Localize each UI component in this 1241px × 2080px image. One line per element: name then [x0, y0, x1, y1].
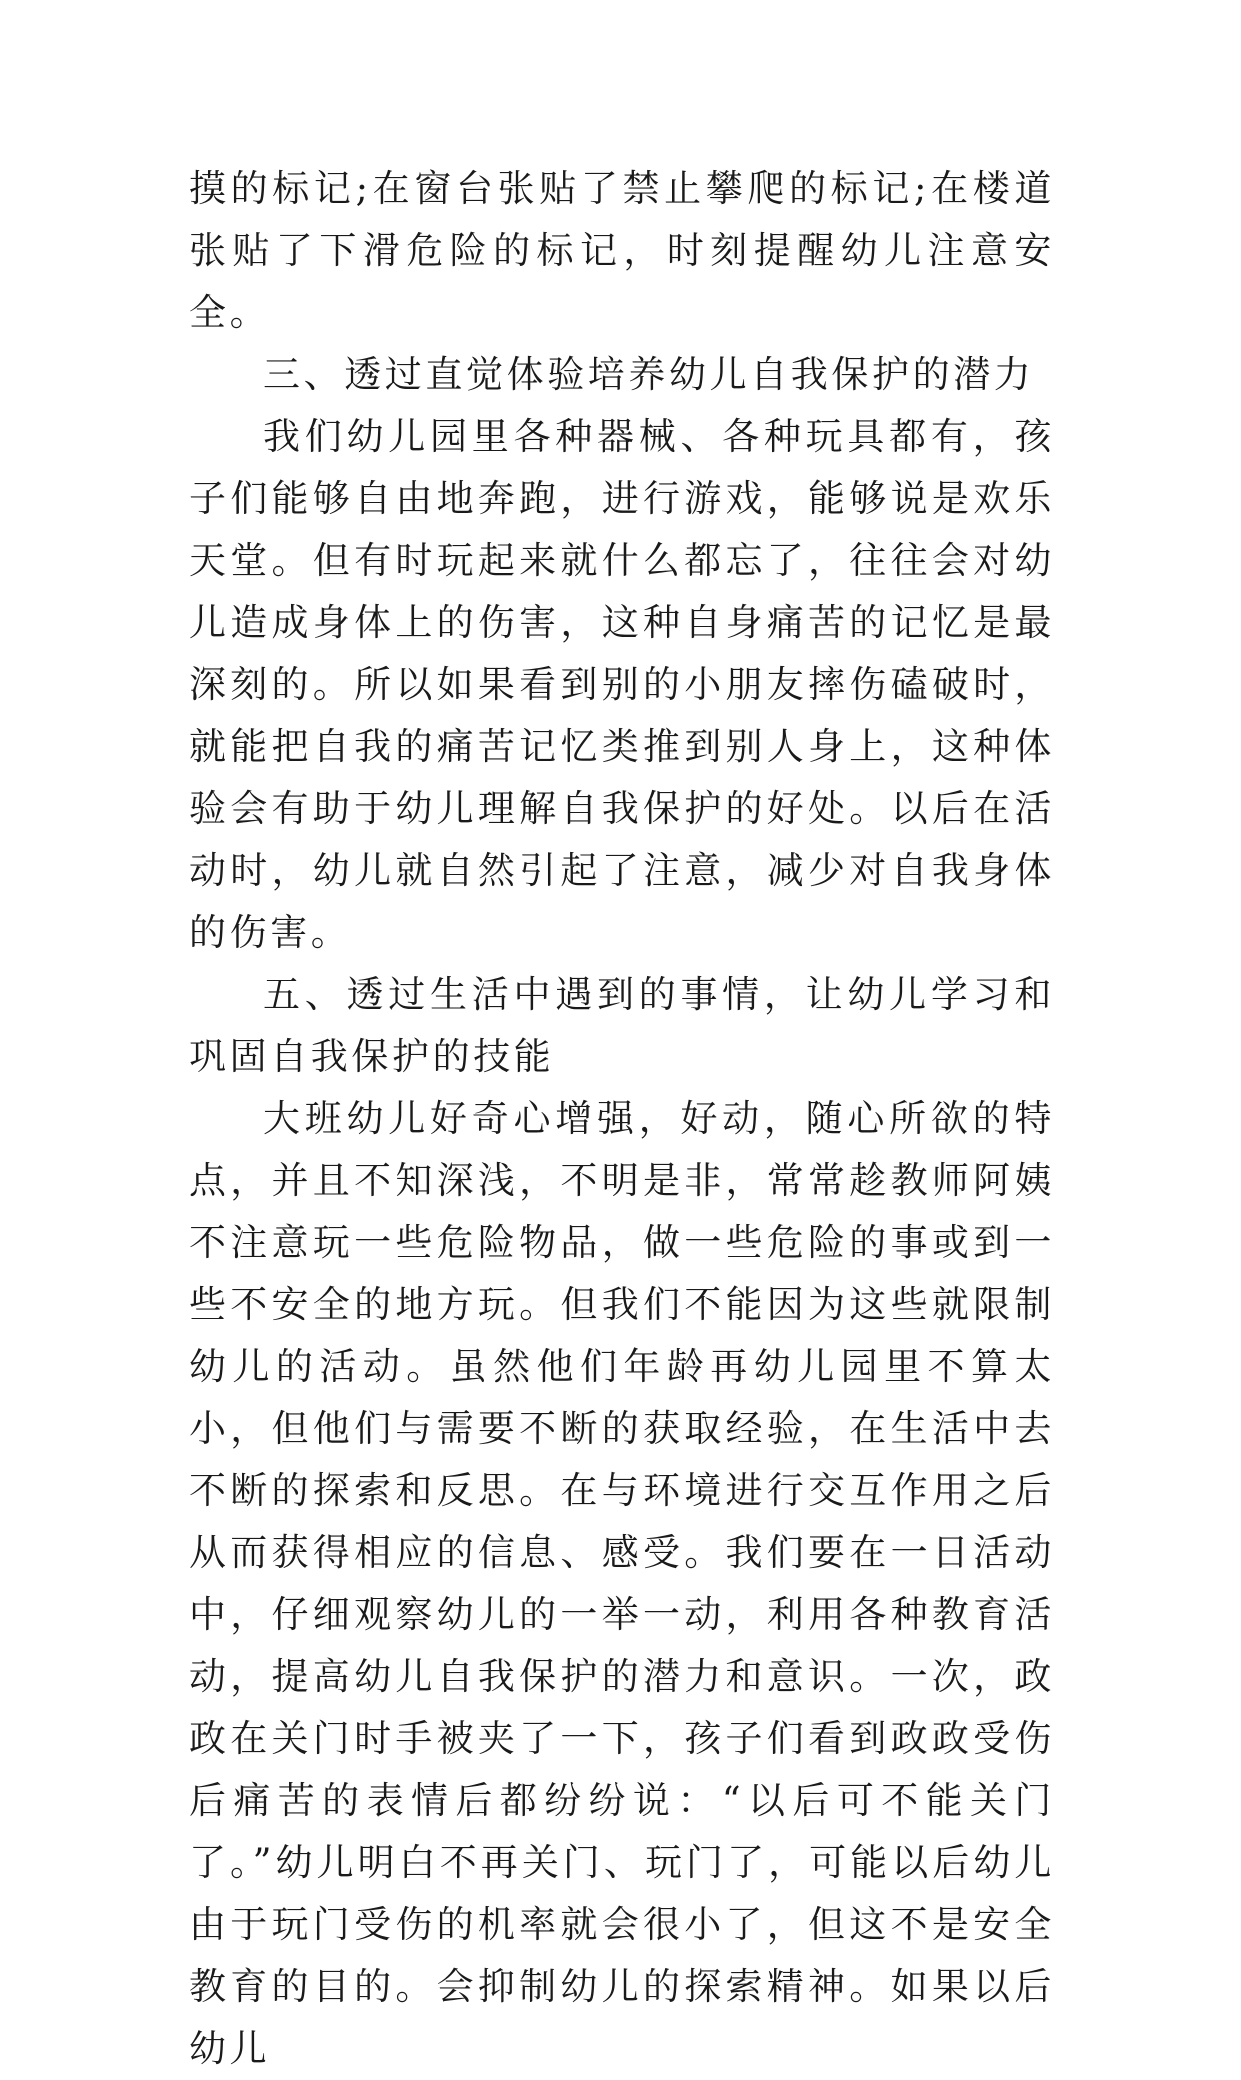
paragraph-body: 我们幼儿园里各种器械、各种玩具都有，孩子们能够自由地奔跑，进行游戏，能够说是欢乐天堂。但有时玩起来就什么都忘了，往往会对幼儿造成身体上的伤害，这种自身痛苦的记忆是最深刻的。所以如果看到别的小朋友摔伤磕破时，就能把自我的痛苦记忆类推到别人身上，这种体验会有助于幼儿理解自我保护的好处。以后在活动时，幼儿就自然引起了注意，减少对自我身体的伤害。: [189, 415, 1055, 954]
document-body: [189, 158, 1055, 2080]
section-heading-five: 五、透过生活中遇到的事情，让幼儿学习和巩固自我保护的技能: [189, 973, 1055, 1078]
section-heading-three: 三、透过直觉体验培养幼儿自我保护的潜力: [263, 353, 1035, 396]
paragraph-continuation: 摸的标记;在窗台张贴了禁止攀爬的标记;在楼道张贴了下滑危险的标记，时刻提醒幼儿注意安全。: [189, 167, 1055, 334]
paragraph-body: 大班幼儿好奇心增强，好动，随心所欲的特点，并且不知深浅，不明是非，常常趁教师阿姨不注意玩一些危险物品，做一些危险的事或到一些不安全的地方玩。但我们不能因为这些就限制幼儿的活动。虽然他们年龄再幼儿园里不算太小，但他们与需要不断的获取经验，在生活中去不断的探索和反思。在与环境进行交互作用之后从而获得相应的信息、感受。我们要在一日活动中，仔细观察幼儿的一举一动，利用各种教育活动，提高幼儿自我保护的潜力和意识。一次，政政在关门时手被夹了一下，孩子们看到政政受伤后痛苦的表情后都纷纷说：“以后可不能关门了。”幼儿明白不再关门、玩门了，可能以后幼儿由于玩门受伤的机率就会很小了，但这不是安全教育的目的。会抑制幼儿的探索精神。如果以后幼儿: [189, 1097, 1055, 2070]
